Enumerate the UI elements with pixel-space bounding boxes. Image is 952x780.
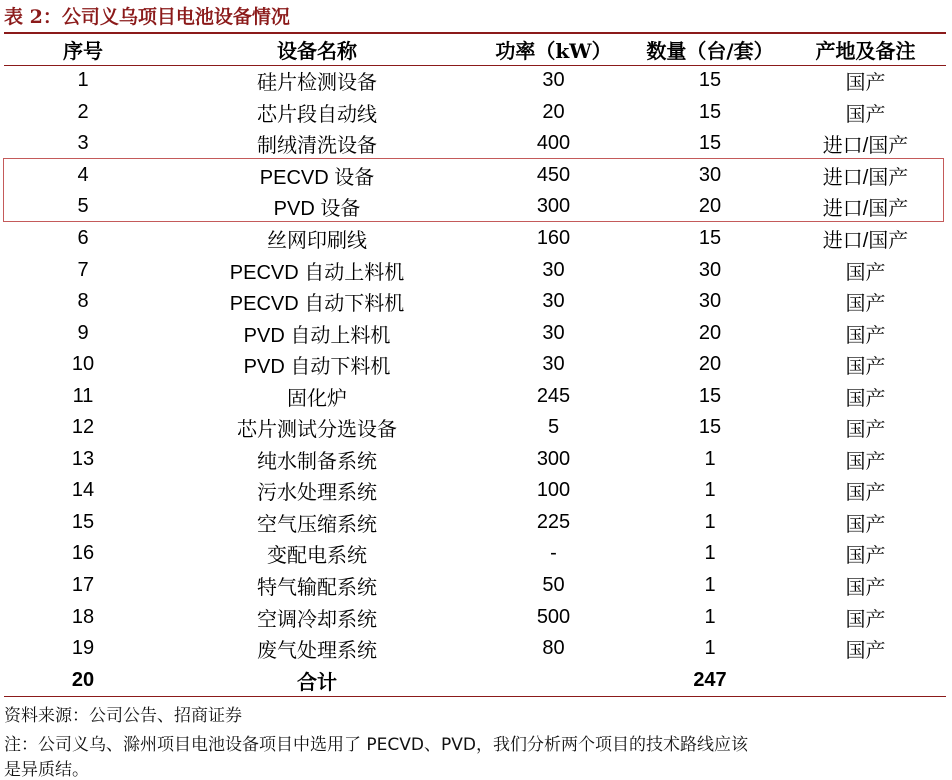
cell-index: 14 bbox=[71, 479, 95, 502]
cell-origin: 进口/国产 bbox=[822, 135, 909, 158]
cell-equipment-name: PVD 自动下料机 bbox=[243, 356, 391, 379]
total-cell-power bbox=[472, 664, 635, 696]
cell-equipment-name: 空调冷却系统 bbox=[257, 608, 377, 631]
bottom-rule bbox=[4, 696, 946, 697]
cell-origin: 国产 bbox=[845, 293, 886, 316]
equipment-table bbox=[4, 34, 946, 696]
cell-quantity: 15 bbox=[698, 416, 722, 439]
cell-quantity: 1 bbox=[704, 605, 716, 628]
cell-equipment-name: PECVD 自动上料机 bbox=[229, 261, 405, 284]
cell-quantity: 1 bbox=[704, 637, 716, 660]
cell-origin: 进口/国产 bbox=[822, 166, 909, 189]
cell-origin: 国产 bbox=[845, 72, 886, 95]
cell-quantity: 30 bbox=[698, 290, 722, 313]
table-row bbox=[4, 191, 946, 223]
cell-equipment-name: 特气输配系统 bbox=[257, 577, 377, 600]
cell-equipment-name: 制绒清洗设备 bbox=[257, 135, 377, 158]
cell-power: 400 bbox=[536, 132, 571, 155]
cell-origin: 国产 bbox=[845, 103, 886, 126]
cell-origin: 国产 bbox=[845, 513, 886, 536]
cell-origin: 国产 bbox=[845, 419, 886, 442]
total-cell-quantity: 247 bbox=[693, 668, 727, 691]
cell-index: 16 bbox=[71, 542, 95, 565]
cell-index: 13 bbox=[71, 447, 95, 470]
cell-quantity: 1 bbox=[704, 447, 716, 470]
cell-equipment-name: 纯水制备系统 bbox=[257, 450, 377, 473]
cell-equipment-name: 污水处理系统 bbox=[257, 482, 377, 505]
cell-origin: 国产 bbox=[845, 545, 886, 568]
cell-equipment-name: PVD 设备 bbox=[273, 198, 361, 221]
cell-quantity: 20 bbox=[698, 321, 722, 344]
cell-quantity: 1 bbox=[704, 510, 716, 533]
cell-power: 245 bbox=[536, 384, 571, 407]
cell-origin: 进口/国产 bbox=[822, 198, 909, 221]
cell-index: 8 bbox=[77, 290, 89, 313]
table-row bbox=[4, 254, 946, 286]
cell-origin: 国产 bbox=[845, 640, 886, 663]
cell-quantity: 15 bbox=[698, 100, 722, 123]
cell-index: 6 bbox=[77, 227, 89, 249]
cell-equipment-name: PVD 自动上料机 bbox=[243, 324, 391, 347]
column-header-index: 序号 bbox=[63, 39, 103, 63]
cell-power: 100 bbox=[536, 479, 571, 502]
table-header-row bbox=[4, 34, 946, 65]
cell-quantity: 15 bbox=[698, 69, 722, 92]
table-row bbox=[4, 412, 946, 444]
table-row bbox=[4, 633, 946, 665]
table-row bbox=[4, 160, 946, 192]
cell-origin: 国产 bbox=[845, 261, 886, 284]
table-row bbox=[4, 317, 946, 349]
table-row bbox=[4, 444, 946, 476]
column-header-quantity: 数量（台/套） bbox=[646, 39, 774, 63]
cell-power: 30 bbox=[542, 353, 565, 376]
cell-power: 160 bbox=[536, 227, 571, 249]
table-title: 表 2：公司义乌项目电池设备情况 bbox=[4, 6, 290, 28]
cell-equipment-name: 芯片测试分选设备 bbox=[237, 419, 397, 442]
cell-equipment-name: 硅片检测设备 bbox=[257, 72, 377, 95]
cell-equipment-name: 丝网印刷线 bbox=[267, 230, 367, 252]
total-row bbox=[4, 664, 946, 696]
cell-index: 1 bbox=[77, 69, 89, 92]
cell-index: 2 bbox=[77, 100, 89, 123]
column-header-origin: 产地及备注 bbox=[815, 39, 916, 63]
cell-origin: 进口/国产 bbox=[822, 230, 909, 252]
cell-origin: 国产 bbox=[845, 387, 886, 410]
cell-index: 19 bbox=[71, 637, 95, 660]
cell-power: 30 bbox=[542, 321, 565, 344]
cell-index: 11 bbox=[72, 384, 94, 407]
cell-power: 30 bbox=[542, 290, 565, 313]
cell-equipment-name: 芯片段自动线 bbox=[257, 103, 377, 126]
cell-index: 12 bbox=[71, 416, 95, 439]
cell-index: 3 bbox=[77, 132, 89, 155]
cell-power: 300 bbox=[536, 447, 571, 470]
table-row bbox=[4, 65, 946, 97]
total-cell-equipment-name: 合计 bbox=[297, 671, 337, 694]
cell-equipment-name: 变配电系统 bbox=[267, 545, 367, 568]
cell-origin: 国产 bbox=[845, 608, 886, 631]
cell-quantity: 30 bbox=[698, 163, 722, 186]
table-row bbox=[4, 97, 946, 129]
cell-equipment-name: PECVD 设备 bbox=[259, 166, 375, 189]
cell-equipment-name: 固化炉 bbox=[287, 387, 347, 410]
table-row bbox=[4, 349, 946, 381]
cell-index: 4 bbox=[77, 163, 89, 186]
cell-power: 30 bbox=[542, 69, 565, 92]
cell-quantity: 15 bbox=[698, 132, 722, 155]
cell-power: - bbox=[550, 542, 557, 565]
cell-origin: 国产 bbox=[845, 577, 886, 600]
cell-index: 5 bbox=[77, 195, 89, 218]
cell-index: 10 bbox=[71, 353, 95, 376]
table-row bbox=[4, 380, 946, 412]
table-row bbox=[4, 601, 946, 633]
remark-line-1: 注：公司义乌、滁州项目电池设备项目中选用了 PECVD、PVD，我们分析两个项目的技术路线应该 bbox=[4, 735, 748, 755]
table-row bbox=[4, 570, 946, 602]
cell-equipment-name: 废气处理系统 bbox=[257, 640, 377, 663]
table-row bbox=[4, 538, 946, 570]
cell-index: 9 bbox=[77, 321, 89, 344]
cell-power: 300 bbox=[536, 195, 571, 218]
table-row bbox=[4, 507, 946, 539]
cell-power: 30 bbox=[542, 258, 565, 281]
table-body bbox=[4, 65, 946, 696]
total-cell-origin bbox=[785, 664, 946, 696]
cell-quantity: 15 bbox=[698, 227, 722, 249]
column-header-power: 功率（kW） bbox=[495, 39, 612, 63]
cell-power: 225 bbox=[536, 510, 571, 533]
cell-power: 80 bbox=[542, 637, 565, 660]
cell-power: 20 bbox=[542, 100, 565, 123]
cell-equipment-name: PECVD 自动下料机 bbox=[229, 293, 405, 316]
cell-power: 450 bbox=[536, 163, 571, 186]
cell-origin: 国产 bbox=[845, 356, 886, 379]
table-row bbox=[4, 286, 946, 318]
source-note: 资料来源：公司公告、招商证券 bbox=[4, 706, 242, 726]
cell-index: 7 bbox=[77, 258, 89, 281]
cell-index: 18 bbox=[71, 605, 95, 628]
cell-index: 17 bbox=[71, 574, 95, 597]
column-header-name: 设备名称 bbox=[277, 39, 357, 63]
cell-power: 500 bbox=[536, 605, 571, 628]
cell-quantity: 20 bbox=[698, 353, 722, 376]
cell-quantity: 1 bbox=[704, 542, 716, 565]
cell-origin: 国产 bbox=[845, 324, 886, 347]
cell-quantity: 1 bbox=[704, 574, 716, 597]
cell-quantity: 15 bbox=[698, 384, 722, 407]
cell-origin: 国产 bbox=[845, 450, 886, 473]
table-row bbox=[4, 475, 946, 507]
table-row bbox=[4, 223, 946, 255]
cell-quantity: 30 bbox=[698, 258, 722, 281]
cell-quantity: 1 bbox=[704, 479, 716, 502]
cell-equipment-name: 空气压缩系统 bbox=[257, 513, 377, 536]
table-row bbox=[4, 128, 946, 160]
cell-origin: 国产 bbox=[845, 482, 886, 505]
cell-power: 50 bbox=[542, 574, 565, 597]
cell-power: 5 bbox=[547, 416, 560, 439]
cell-index: 15 bbox=[71, 510, 95, 533]
cell-quantity: 20 bbox=[698, 195, 722, 218]
remark-line-2: 是异质结。 bbox=[4, 760, 89, 780]
total-cell-index: 20 bbox=[71, 668, 95, 691]
